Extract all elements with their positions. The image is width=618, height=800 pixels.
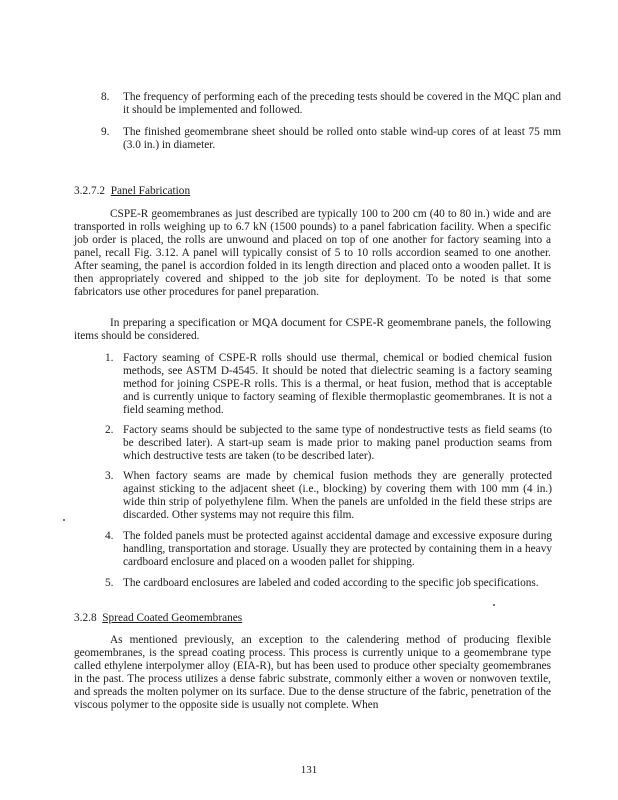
panel-item-5-number: 5. bbox=[105, 577, 114, 589]
panel-item-1 bbox=[105, 352, 552, 417]
panel-item-5-text: The cardboard enclosures are labeled and coded according to the specific job specifications. bbox=[123, 577, 539, 589]
section-title: Spread Coated Geomembranes bbox=[102, 612, 243, 624]
mqc-item-8-text: The frequency of performing each of the preceding tests should be covered in the MQC plan and it should be implemented and followed. bbox=[123, 91, 561, 116]
page-number: 131 bbox=[300, 764, 318, 776]
mqc-item-8 bbox=[101, 91, 561, 117]
panel-item-2 bbox=[105, 424, 552, 463]
scan-speck bbox=[493, 604, 495, 606]
panel-item-3-number: 3. bbox=[105, 470, 114, 482]
panel-item-3-text: When factory seams are made by chemical fusion methods they are generally protected against sticking to the adjacent sheet (i.e., blocking) by covering them with 100 mm (4 in.) wide thin strip of polyethylene film. When the panels are unfolded in the field these strips are discarded. Other systems may not require this film. bbox=[123, 470, 552, 521]
mqc-item-9-text: The finished geomembrane sheet should be rolled onto stable wind-up cores of at least 75 mm (3.0 in.) in diameter. bbox=[123, 126, 561, 151]
section-number: 3.2.7.2 bbox=[74, 185, 106, 197]
scan-speck bbox=[63, 519, 65, 521]
panel-item-4 bbox=[105, 530, 552, 569]
panel-item-1-number: 1. bbox=[105, 352, 114, 364]
section-number: 3.2.8 bbox=[74, 612, 97, 624]
panel-item-2-text: Factory seams should be subjected to the same type of nondestructive tests as field seams (to be described later). A start-up seam is made prior to making panel production seams from which destructive tests are taken (to be described later). bbox=[123, 424, 552, 462]
panel-item-4-number: 4. bbox=[105, 530, 114, 542]
panel-item-4-text: The folded panels must be protected against accidental damage and excessive exposure during handling, transportation and storage. Usually they are protected by containing them in a heavy cardboard enclosure and placed on a wooden pallet for shipping. bbox=[123, 530, 552, 568]
mqc-item-9-number: 9. bbox=[101, 126, 110, 138]
spread-coated-paragraph: As mentioned previously, an exception to the calendering method of producing flexible geomembranes, is the spread coating process. This process is currently unique to a geomembrane type called ethylene interpolymer alloy (EIA-R), but has been used to produce other specialty geomembranes in the past. The process utilizes a dense fabric substrate, commonly either a woven or nonwoven textile, and spreads the molten polymer on its surface. Due to the dense structure of the fabric, penetration of the viscous polymer to the opposite side is usually not complete. When bbox=[74, 634, 551, 711]
panel-item-1-text: Factory seaming of CSPE-R rolls should use thermal, chemical or bodied chemical fusion methods, see ASTM D-4545. It should be noted that dielectric seaming is a factory seaming method for joining CSPE-R rolls. This is a thermal, or heat fusion, method that is acceptable and is currently unique to factory seaming of flexible thermoplastic geomembranes. It is not a field seaming method. bbox=[123, 352, 552, 416]
section-heading-328 bbox=[74, 612, 374, 625]
panel-fabrication-paragraph: CSPE-R geomembranes as just described are typically 100 to 200 cm (40 to 80 in.) wide and are transported in rolls weighing up to 6.7 kN (1500 pounds) to a panel fabrication facility. When a specific job order is placed, the rolls are unwound and placed on top of one another for factory seaming into a panel, recall Fig. 3.12. A panel will typically consist of 5 to 10 rolls accordion seamed to one another. After seaming, the panel is accordion folded in its length direction and placed onto a wooden pallet. It is then appropriately covered and shipped to the job site for deployment. To be noted is that some fabricators use other procedures for panel preparation. bbox=[74, 208, 551, 298]
section-title: Panel Fabrication bbox=[110, 185, 191, 197]
mqc-item-9 bbox=[101, 126, 561, 152]
panel-item-5 bbox=[105, 577, 552, 590]
mqc-item-8-number: 8. bbox=[101, 91, 110, 103]
panel-item-3 bbox=[105, 470, 552, 522]
section-heading-3272 bbox=[74, 185, 374, 198]
panel-item-2-number: 2. bbox=[105, 424, 114, 436]
panel-considerations-intro: In preparing a specification or MQA document for CSPE-R geomembrane panels, the following items should be considered. bbox=[74, 317, 551, 342]
